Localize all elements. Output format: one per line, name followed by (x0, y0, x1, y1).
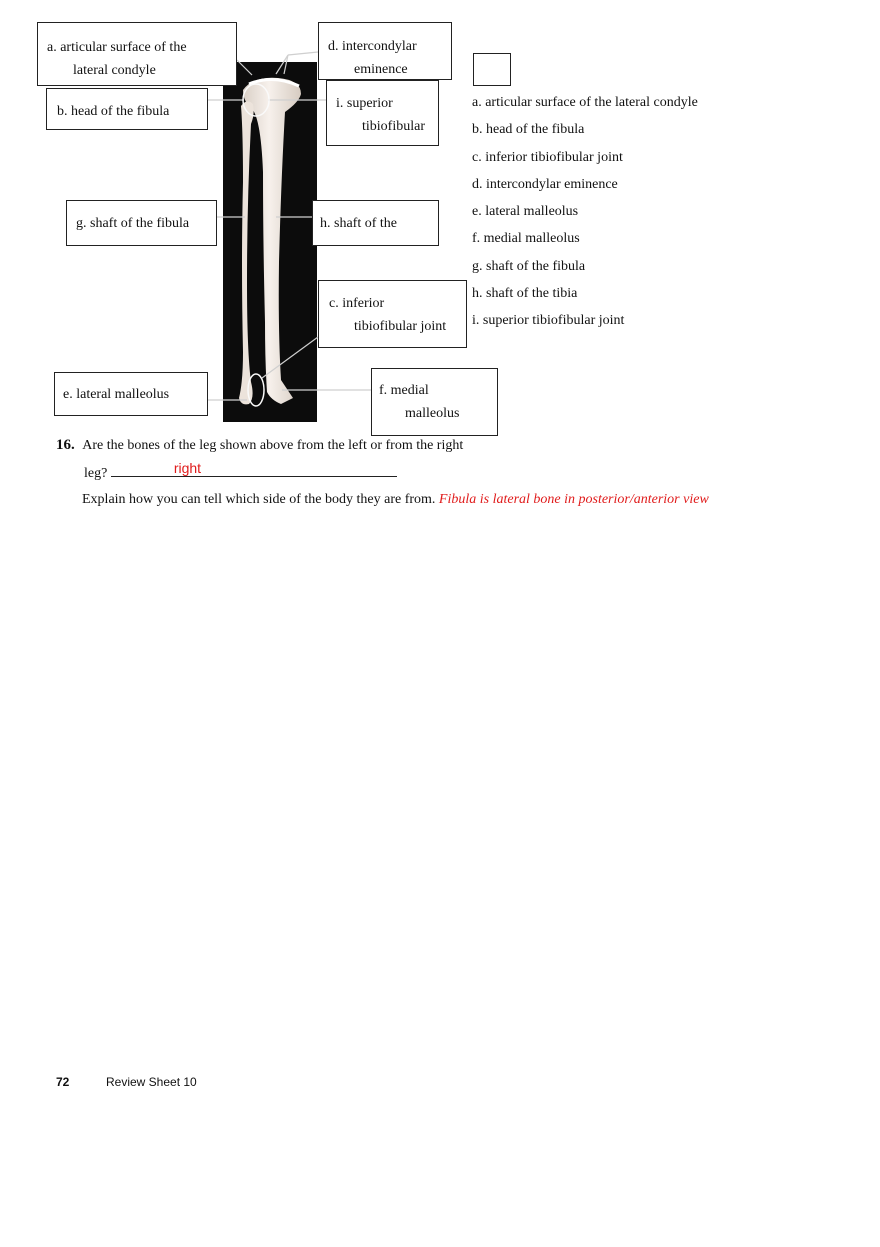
label-d-line1: d. intercondylar (328, 39, 417, 54)
explain-prompt: Explain how you can tell which side of the body they are from. (82, 492, 436, 507)
label-e-line1: e. lateral malleolus (63, 387, 170, 402)
label-c-line1: c. inferior (329, 296, 385, 311)
answer-key-item: d. intercondylar eminence (472, 176, 618, 192)
page-footer (56, 1075, 197, 1089)
explain-line (82, 492, 709, 508)
question-number: 16. (56, 437, 75, 453)
label-c-line2: tibiofibular joint (354, 319, 447, 334)
answer-key-item: i. superior tibiofibular joint (472, 313, 625, 329)
page-number: 72 (56, 1075, 70, 1089)
label-h-line1: h. shaft of the (320, 216, 397, 231)
label-i-line1: i. superior (336, 96, 393, 111)
answer-key-item: c. inferior tibiofibular joint (472, 149, 623, 165)
answer-key-item: h. shaft of the tibia (472, 286, 578, 302)
label-g-line1: g. shaft of the fibula (76, 216, 190, 231)
label-f-line1: f. medial (379, 383, 429, 398)
answer-text: right (173, 460, 202, 476)
question-text: Are the bones of the leg shown above from the left or from the right (82, 438, 464, 453)
label-h-box (312, 200, 439, 246)
label-a-line2: lateral condyle (73, 63, 156, 78)
question-prefix: leg? (84, 466, 108, 481)
label-d-line2: eminence (354, 62, 408, 77)
empty-answer-box (473, 53, 511, 86)
answer-key-item: g. shaft of the fibula (472, 258, 586, 274)
question-16 (56, 437, 463, 454)
label-a-box (37, 22, 237, 86)
label-f-box (371, 368, 498, 436)
label-i-line2: tibiofibular (362, 119, 425, 134)
label-g-box (66, 200, 217, 246)
answer-key-item: f. medial malleolus (472, 231, 580, 247)
label-a-line1: a. articular surface of the (47, 40, 187, 55)
label-b-line1: b. head of the fibula (57, 104, 170, 119)
answer-key-list (472, 92, 698, 338)
label-e-box (54, 372, 208, 416)
explain-answer: Fibula is lateral bone in posterior/anterior view (438, 492, 709, 507)
label-f-line2: malleolus (405, 406, 460, 421)
answer-blank[interactable] (111, 460, 397, 477)
answer-key-item: e. lateral malleolus (472, 204, 579, 220)
answer-key-item: b. head of the fibula (472, 122, 585, 138)
label-c-box (318, 280, 467, 348)
label-b-box (46, 88, 208, 130)
footer-title: Review Sheet 10 (106, 1075, 197, 1089)
question-16-line2 (84, 460, 397, 482)
label-i-box (326, 80, 439, 146)
answer-key-item: a. articular surface of the lateral condyle (472, 95, 698, 110)
label-d-box (318, 22, 452, 80)
